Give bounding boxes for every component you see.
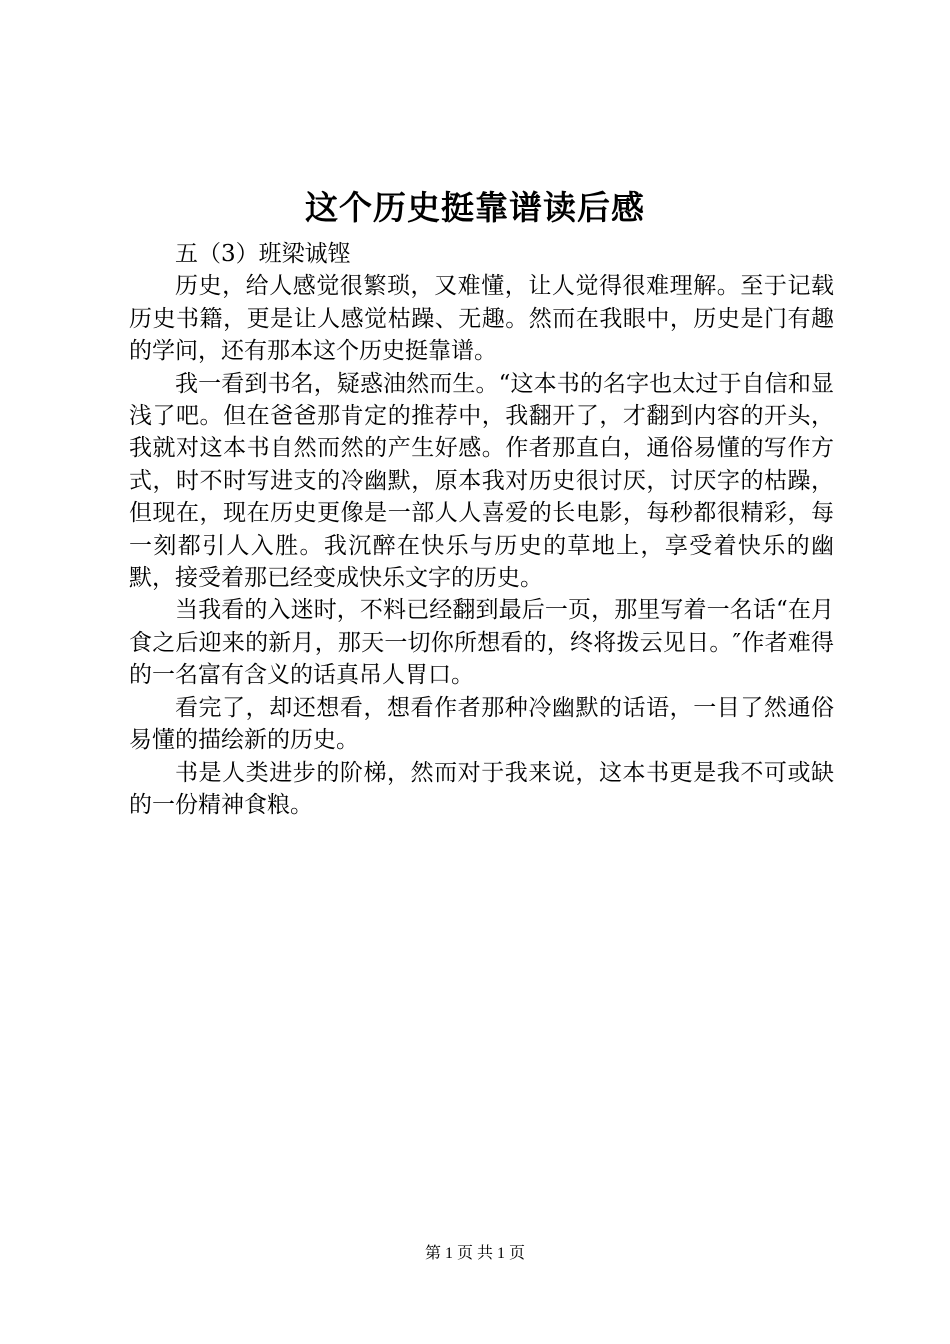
- page-footer: 第 1 页 共 1 页: [424, 1245, 525, 1262]
- author-line: 五（3）班梁诚铿: [175, 241, 351, 267]
- paragraph-1: 历史，给人感觉很繁琐，又难懂，让人觉得很难理解。至于记载历史书籍，更是让人感觉枯躁、无趣。然而在我眼中，历史是门有趣的学问，还有那本这个历史挺靠谱。: [129, 273, 834, 365]
- paragraph-5: 书是人类进步的阶梯，然而对于我来说，这本书更是我不可或缺的一份精神食粮。: [129, 759, 834, 818]
- paragraph-2: 我一看到书名，疑惑油然而生。“这本书的名字也太过于自信和显浅了吧。但在爸爸那肯定的推荐中，我翻开了，才翻到内容的开头，我就对这本书自然而然的产生好感。作者那直白，通俗易懂的写作方式，时不时写进支的冷幽默，原本我对历史很讨厌，讨厌字的枯躁，但现在，现在历史更像是一部人人喜爱的长电影，每秒都很精彩，每一刻都引人入胜。我沉醉在快乐与历史的草地上，享受着快乐的幽默，接受着那已经变成快乐文字的历史。: [129, 370, 834, 592]
- document-body: [129, 238, 834, 821]
- paragraph-4: 看完了，却还想看，想看作者那种冷幽默的话语，一目了然通俗易懂的描绘新的历史。: [129, 694, 834, 754]
- paragraph-3: 当我看的入迷时，不料已经翻到最后一页，那里写着一名话“在月食之后迎来的新月，那天一切你所想看的，终将拨云见日。″作者难得的一名富有含义的话真吊人胃口。: [129, 597, 834, 689]
- document-title: 这个历史挺靠谱读后感: [305, 188, 645, 227]
